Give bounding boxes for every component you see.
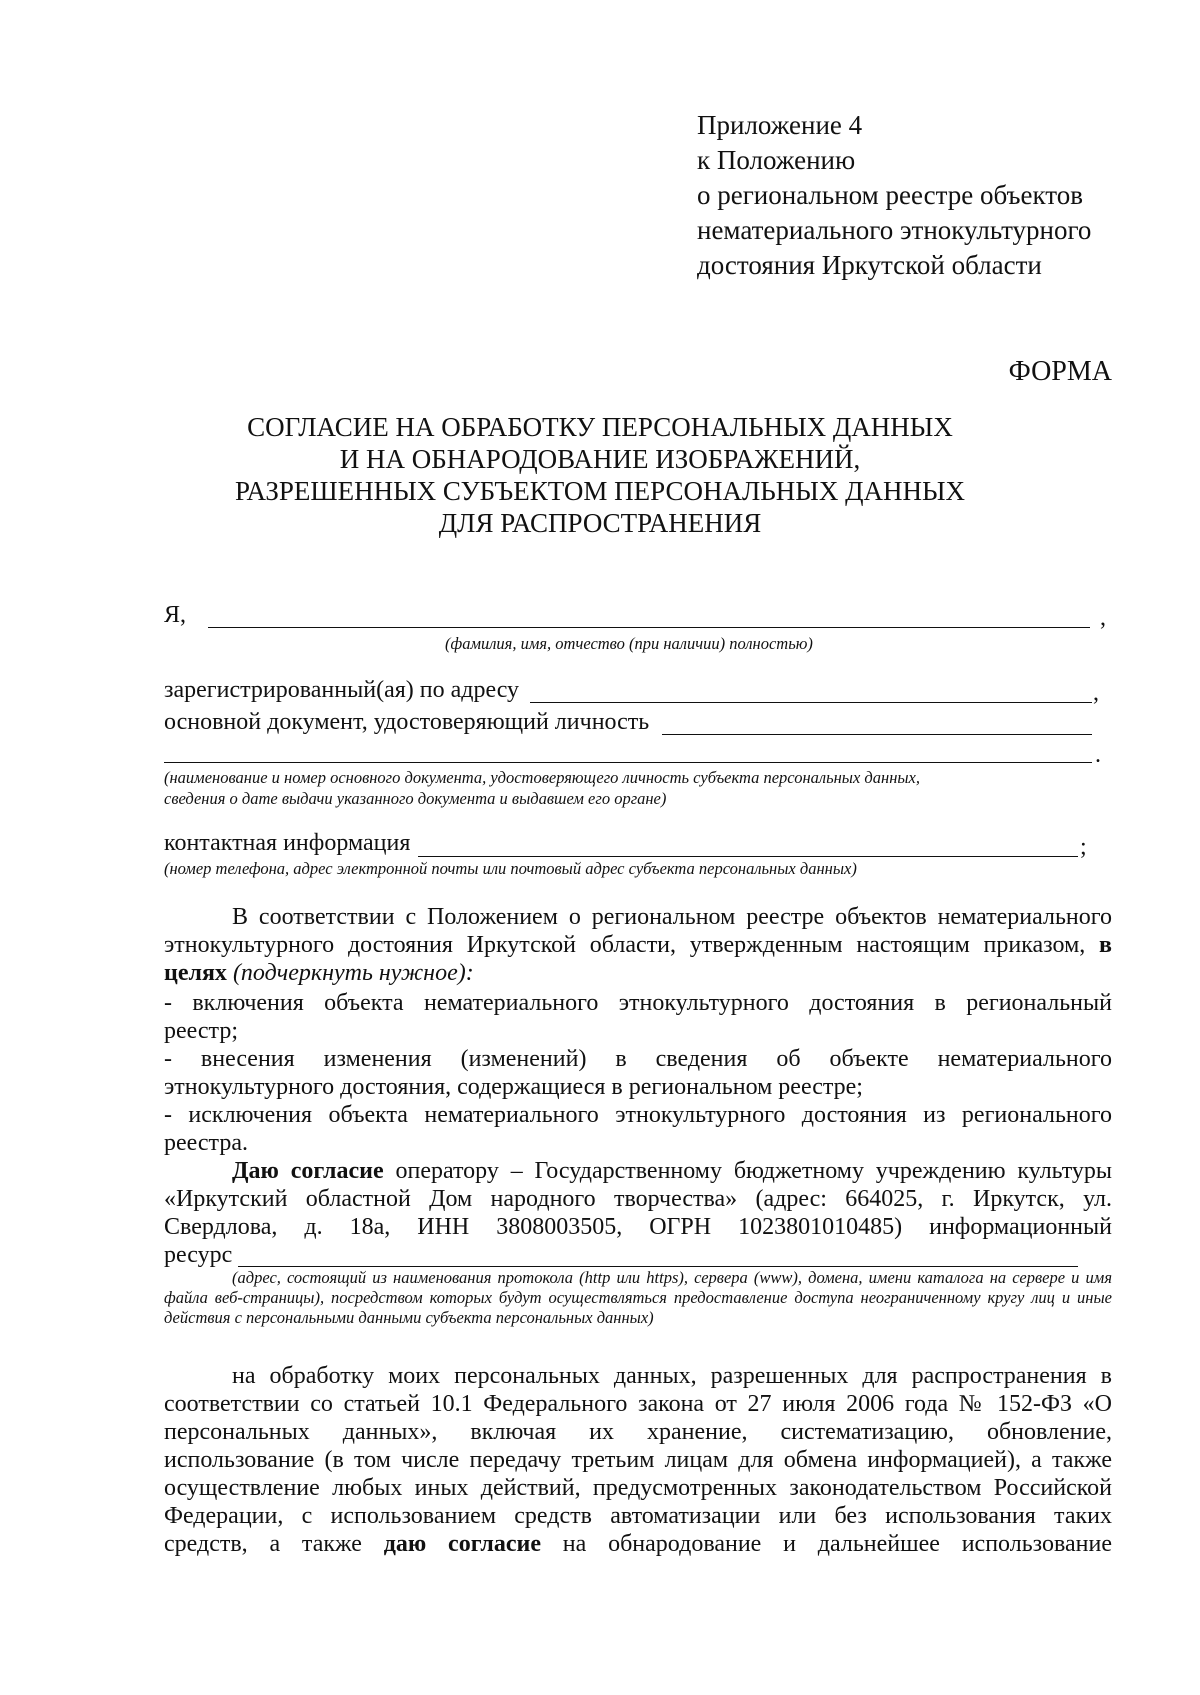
document-field-line1[interactable] xyxy=(662,734,1092,735)
address-suffix: , xyxy=(1093,680,1099,706)
purpose-option[interactable] xyxy=(164,1045,1112,1101)
text-fragment: целях xyxy=(164,960,227,986)
text-line xyxy=(164,1157,1112,1185)
text-line: этнокультурного достояния, содержащиеся в региональном реестре; xyxy=(164,1074,863,1100)
consent-paragraph xyxy=(164,1157,1112,1269)
title-line: И НА ОБНАРОДОВАНИЕ ИЗОБРАЖЕНИЙ, xyxy=(339,444,861,474)
title-line: РАЗРЕШЕННЫХ СУБЪЕКТОМ ПЕРСОНАЛЬНЫХ ДАННЫХ xyxy=(234,476,966,506)
document-label: основной документ, удостоверяющий личность xyxy=(164,709,650,735)
annex-line: достояния Иркутской области xyxy=(697,250,1042,280)
text-fragment: даю согласие xyxy=(383,1531,541,1557)
text-line xyxy=(164,1530,1112,1558)
text-line: на обработку моих персональных данных, разрешенных для распространения в xyxy=(232,1363,1112,1389)
text-fragment: этнокультурного достояния Иркутской области, утвержденным настоящим приказом, xyxy=(164,932,1086,958)
annex-header xyxy=(697,108,1091,283)
contact-hint: (номер телефона, адрес электронной почты или почтовый адрес субъекта персональных данных) xyxy=(164,859,857,878)
text-line: осуществление любых иных действий, предусмотренных законодательством Российской xyxy=(164,1475,1112,1501)
document-hint: (наименование и номер основного документа, удостоверяющего личность субъекта персональных данных, xyxy=(164,768,921,787)
text-line: В соответствии с Положением о региональном реестре объектов нематериального xyxy=(232,904,1112,930)
text-line: ресурс xyxy=(164,1242,233,1268)
text-line: - исключения объекта нематериального этнокультурного достояния из регионального xyxy=(164,1102,1112,1128)
text-fragment: на обнародование и дальнейшее использование xyxy=(562,1531,1113,1557)
name-field[interactable] xyxy=(208,627,1090,628)
contact-field[interactable] xyxy=(418,856,1078,857)
text-fragment: оператору – Государственному бюджетному учреждению культуры xyxy=(395,1158,1112,1184)
contact-label: контактная информация xyxy=(164,830,411,856)
purpose-option[interactable] xyxy=(164,989,1112,1045)
text-line: реестра. xyxy=(164,1130,248,1156)
text-line: Свердлова, д. 18а, ИНН 3808003505, ОГРН 1023801010485) информационный xyxy=(164,1214,1112,1240)
annex-line: нематериального этнокультурного xyxy=(697,215,1092,245)
processing-paragraph xyxy=(164,1362,1112,1558)
document-hint: сведения о дате выдачи указанного документа и выдавшем его органе) xyxy=(164,789,667,808)
name-hint: (фамилия, имя, отчество (при наличии) полностью) xyxy=(445,634,813,653)
resource-field[interactable] xyxy=(238,1266,1078,1267)
resource-hint: (адрес, состоящий из наименования протокола (http или https), сервера (www), домена, имени каталога на сервере и имя файла веб-страницы), посредством которых будут осуществляться предоставление доступа неограниченному кругу лиц и иные действия с персональными данными субъекта персональных данных) xyxy=(164,1268,1112,1327)
purpose-paragraph xyxy=(164,903,1112,987)
text-fragment: средств, а также xyxy=(164,1531,362,1557)
title-line: ДЛЯ РАСПРОСТРАНЕНИЯ xyxy=(438,508,762,538)
text-fragment: Даю согласие xyxy=(232,1158,384,1184)
text-line: Федерации, с использованием средств автоматизации или без использования таких xyxy=(164,1503,1112,1529)
name-suffix: , xyxy=(1100,605,1106,631)
document-field-line2[interactable] xyxy=(164,762,1092,763)
text-line: «Иркутский областной Дом народного творчества» (адрес: 664025, г. Иркутск, ул. xyxy=(164,1186,1112,1212)
text-line: персональных данных», включая их хранение, систематизацию, обновление, xyxy=(164,1419,1112,1445)
purpose-option[interactable] xyxy=(164,1101,1112,1157)
address-field[interactable] xyxy=(530,702,1092,703)
text-fragment: в xyxy=(1099,932,1113,958)
text-line: соответствии со статьей 10.1 Федерального закона от 27 июля 2006 года № 152-ФЗ «О xyxy=(164,1391,1112,1417)
text-line: - внесения изменения (изменений) в сведения об объекте нематериального xyxy=(164,1046,1112,1072)
annex-line: Приложение 4 xyxy=(697,110,863,140)
address-label: зарегистрированный(ая) по адресу xyxy=(164,677,520,703)
text-line xyxy=(164,959,1112,987)
document-suffix: . xyxy=(1095,742,1101,768)
form-label: ФОРМА xyxy=(1008,356,1112,387)
text-line: реестр; xyxy=(164,1018,239,1044)
name-prefix: Я, xyxy=(164,602,187,628)
title-line: СОГЛАСИЕ НА ОБРАБОТКУ ПЕРСОНАЛЬНЫХ ДАННЫХ xyxy=(247,412,953,442)
text-line: использование (в том числе передачу третьим лицам для обмена информацией), а также xyxy=(164,1447,1112,1473)
contact-suffix: ; xyxy=(1080,834,1087,860)
text-line: - включения объекта нематериального этнокультурного достояния в региональный xyxy=(164,990,1112,1016)
text-fragment: (подчеркнуть нужное): xyxy=(232,960,474,986)
annex-line: к Положению xyxy=(697,145,856,175)
document-title xyxy=(150,411,1050,539)
annex-line: о региональном реестре объектов xyxy=(697,180,1083,210)
text-line xyxy=(164,931,1112,959)
